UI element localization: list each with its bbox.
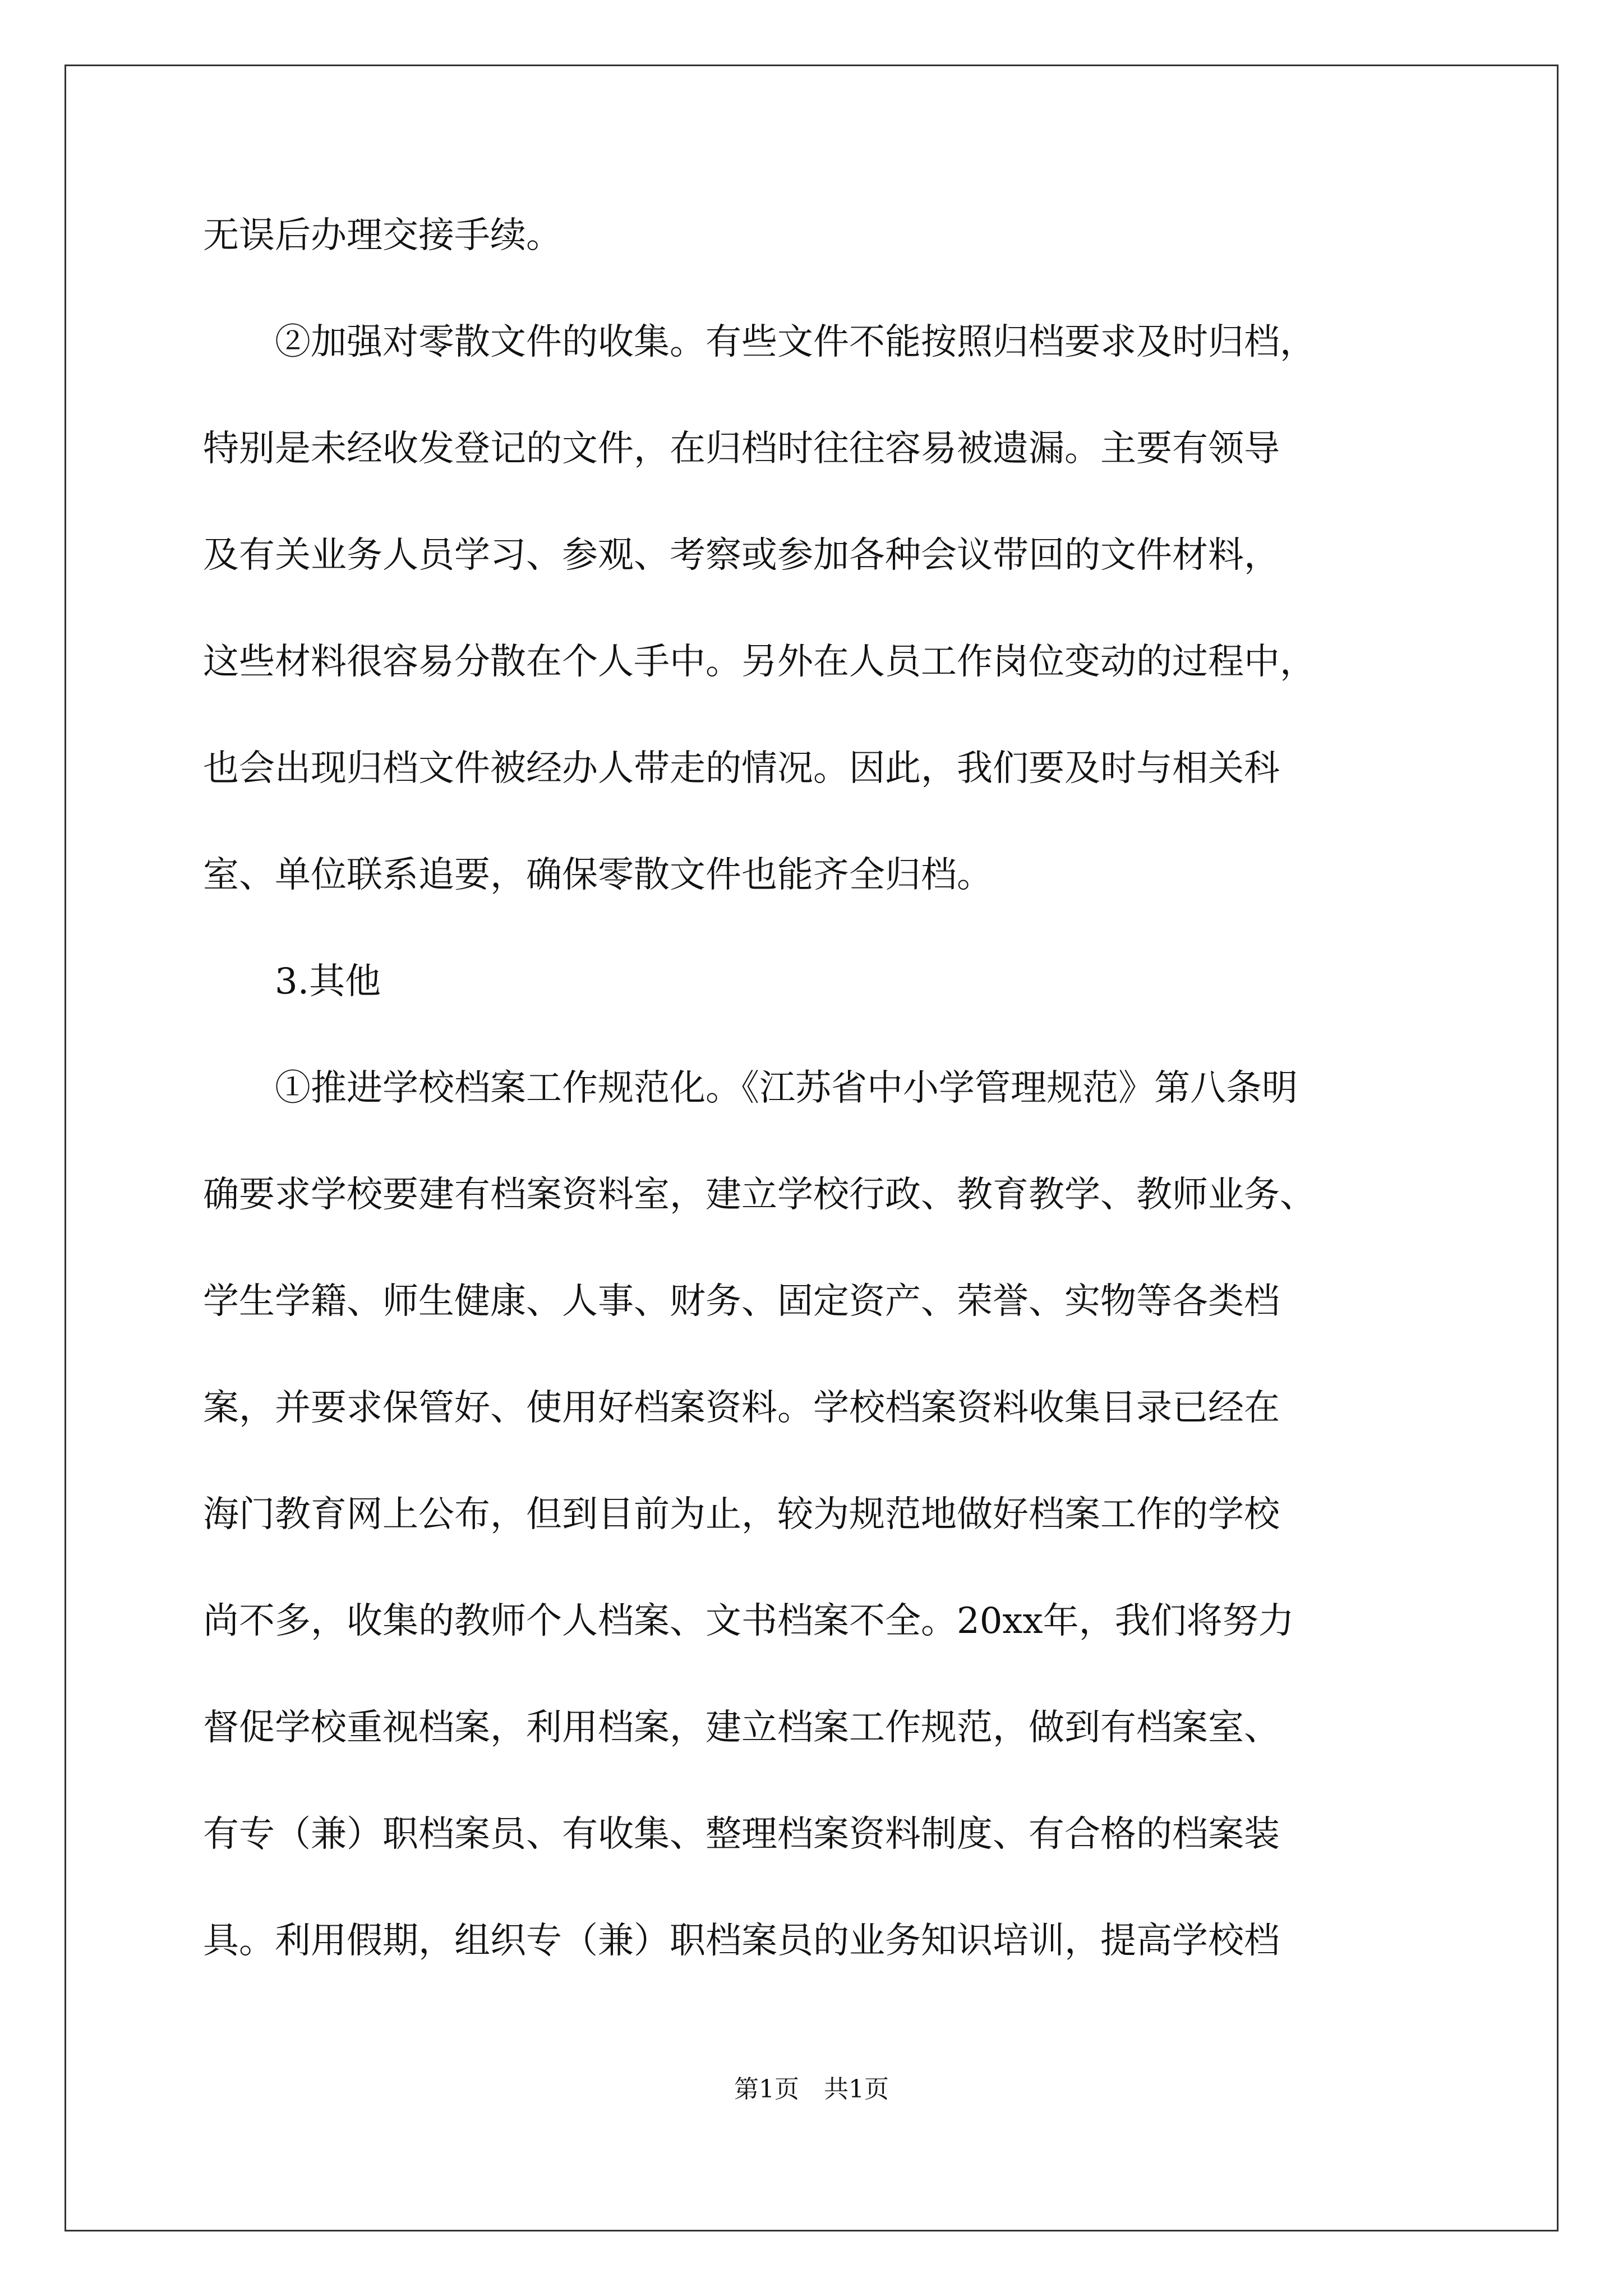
text-line: 特别是未经收发登记的文件，在归档时往往容易被遗漏。主要有领导 <box>203 428 1280 470</box>
text-line: ①推进学校档案工作规范化。《江苏省中小学管理规范》第八条明 <box>275 1068 1298 1109</box>
text-line: 无误后办理交接手续。 <box>203 215 562 256</box>
text-line: 及有关业务人员学习、参观、考察或参加各种会议带回的文件材料， <box>203 535 1280 576</box>
text-line: 确要求学校要建有档案资料室，建立学校行政、教育教学、教师业务、 <box>203 1174 1316 1216</box>
text-line: 学生学籍、师生健康、人事、财务、固定资产、荣誉、实物等各类档 <box>203 1281 1280 1322</box>
text-line: 案，并要求保管好、使用好档案资料。学校档案资料收集目录已经在 <box>203 1387 1280 1429</box>
text-line: 海门教育网上公布，但到目前为止，较为规范地做好档案工作的学校 <box>203 1494 1280 1535</box>
page-footer <box>0 2074 1623 2105</box>
text-line: 督促学校重视档案，利用档案，建立档案工作规范，做到有档案室、 <box>203 1707 1280 1749</box>
text-line: 也会出现归档文件被经办人带走的情况。因此，我们要及时与相关科 <box>203 748 1280 789</box>
section-heading: 3.其他 <box>275 961 381 1002</box>
page-border <box>64 65 1559 2231</box>
text-line: 有专（兼）职档案员、有收集、整理档案资料制度、有合格的档案装 <box>203 1814 1280 1855</box>
text-line: 室、单位联系追要，确保零散文件也能齐全归档。 <box>203 854 993 896</box>
text-line: ②加强对零散文件的收集。有些文件不能按照归档要求及时归档， <box>275 321 1316 363</box>
text-line: 具。利用假期，组织专（兼）职档案员的业务知识培训，提高学校档 <box>203 1920 1280 1962</box>
text-line: 这些材料很容易分散在个人手中。另外在人员工作岗位变动的过程中， <box>203 641 1316 683</box>
text-line: 尚不多，收集的教师个人档案、文书档案不全。20xx年，我们将努力 <box>203 1600 1294 1642</box>
page-total: 共1页 <box>824 2075 889 2104</box>
page-number: 第1页 <box>734 2075 799 2104</box>
